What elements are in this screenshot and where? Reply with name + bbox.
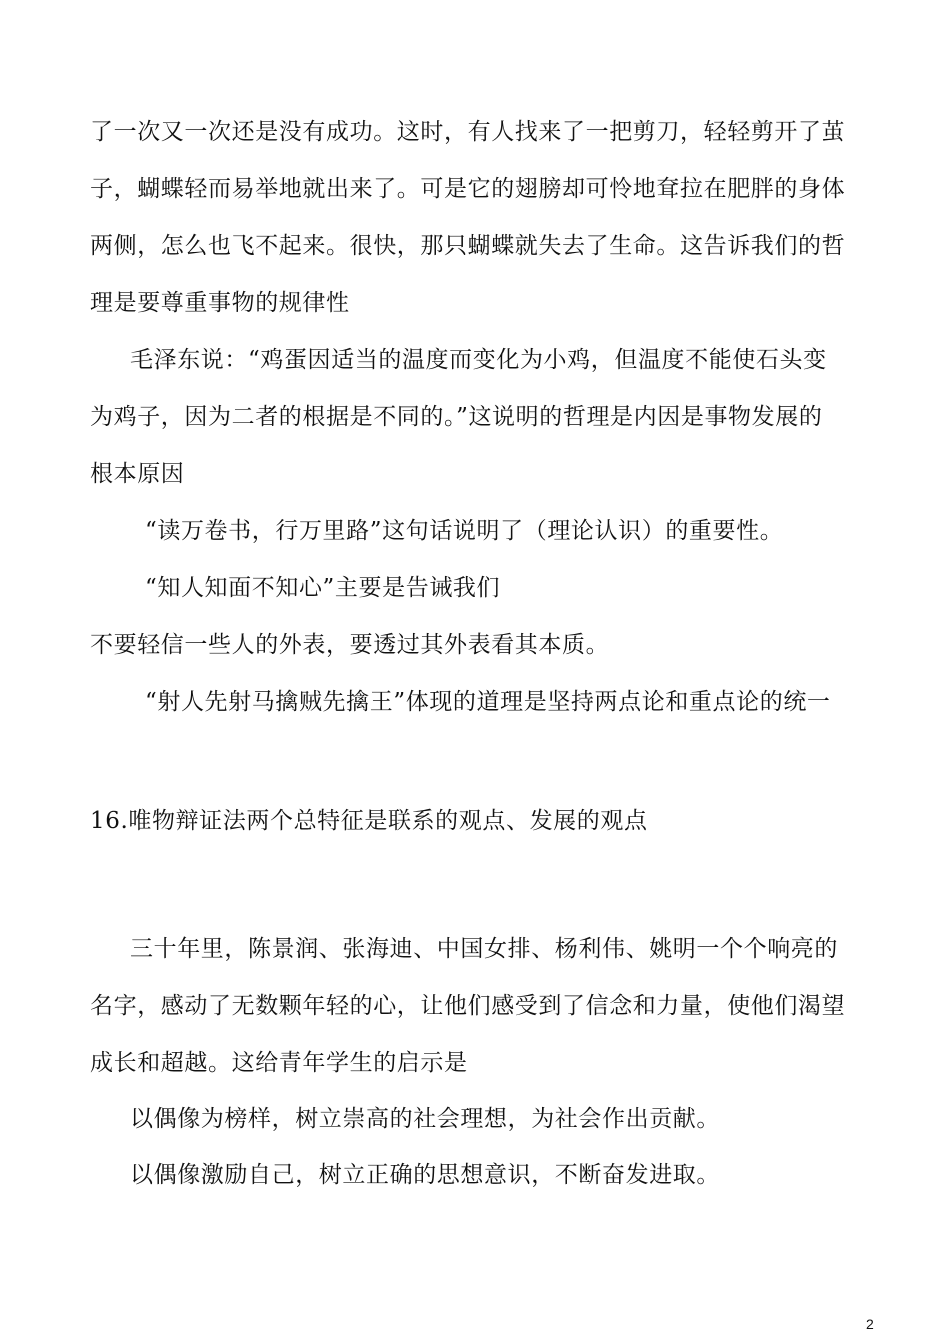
text-line: 以偶像激励自己，树立正确的思想意识，不断奋发进取。	[130, 1162, 720, 1188]
text-line: 名字，感动了无数颗年轻的心，让他们感受到了信念和力量，使他们渴望	[90, 993, 846, 1019]
text-line: “知人知面不知心”主要是告诫我们	[145, 575, 501, 601]
text-line: 不要轻信一些人的外表，要透过其外表看其本质。	[90, 632, 610, 658]
text-line: 了一次又一次还是没有成功。这时，有人找来了一把剪刀，轻轻剪开了茧	[90, 119, 846, 145]
text-line: 理是要尊重事物的规律性	[90, 290, 350, 316]
text-line: 毛泽东说：“鸡蛋因适当的温度而变化为小鸡，但温度不能使石头变	[130, 347, 827, 373]
numbered-item: 16.唯物辩证法两个总特征是联系的观点、发展的观点	[90, 808, 648, 834]
text-line: 以偶像为榜样，树立崇高的社会理想，为社会作出贡献。	[130, 1106, 720, 1132]
page-number: 2	[866, 1316, 874, 1332]
text-line: 成长和超越。这给青年学生的启示是	[90, 1050, 468, 1076]
text-line: 子，蝴蝶轻而易举地就出来了。可是它的翅膀却可怜地耷拉在肥胖的身体	[90, 176, 846, 202]
text-line: 两侧，怎么也飞不起来。很快，那只蝴蝶就失去了生命。这告诉我们的哲	[90, 233, 846, 259]
text-line: “读万卷书，行万里路”这句话说明了（理论认识）的重要性。	[145, 518, 784, 544]
text-line: 根本原因	[90, 461, 185, 487]
text-line: 三十年里，陈景润、张海迪、中国女排、杨利伟、姚明一个个响亮的	[130, 936, 838, 962]
text-line: 为鸡子，因为二者的根据是不同的。”这说明的哲理是内因是事物发展的	[90, 404, 823, 430]
text-line: “射人先射马擒贼先擒王”体现的道理是坚持两点论和重点论的统一	[145, 689, 831, 715]
